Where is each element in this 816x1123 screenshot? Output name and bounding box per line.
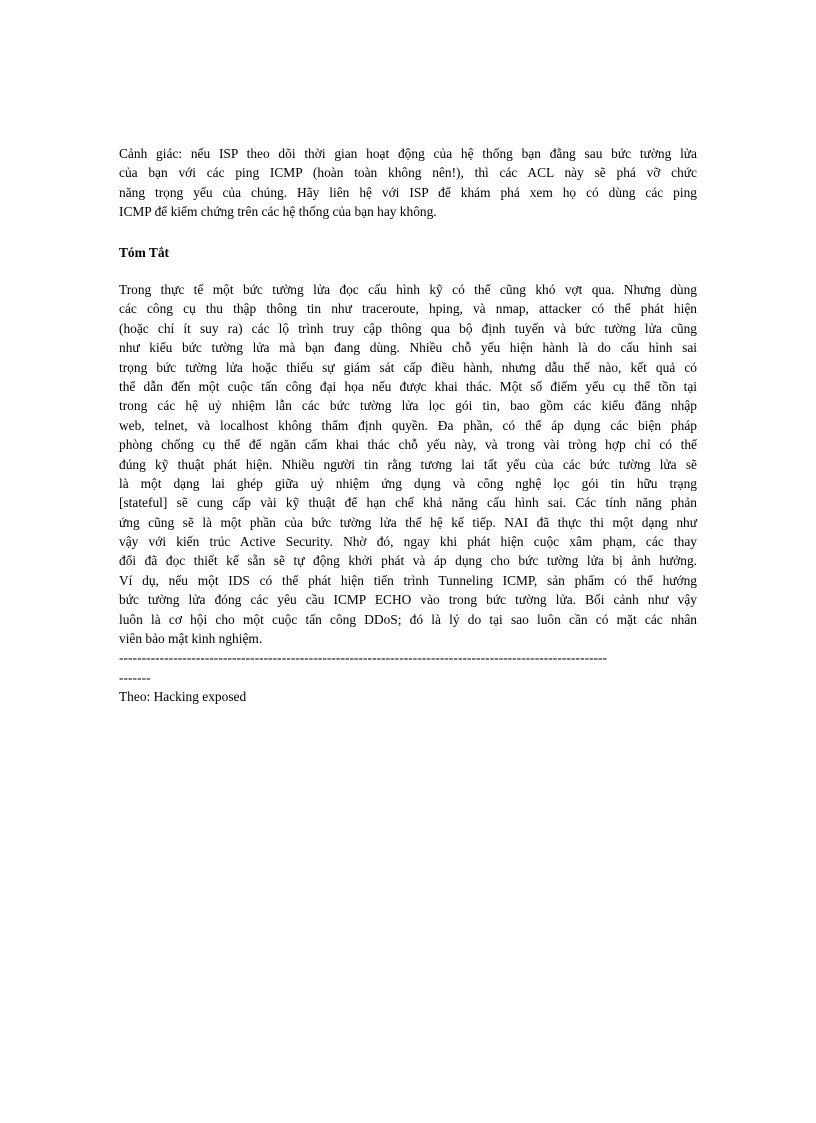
summary-line: [stateful] sẽ cung cấp vài kỹ thuật để hạn chế khả năng cấu hình sai. Các tính năng phản — [119, 495, 697, 511]
summary-line: đúng kỹ thuật phát hiện. Nhiều người tin rằng tương lai tất yếu của các bức tường lửa sẽ — [119, 456, 697, 472]
warning-line: năng trọng yếu của chúng. Hãy liên hệ với ISP để khám phá xem họ có dùng các ping — [119, 184, 697, 200]
summary-line: (hoặc chí ít suy ra) các lộ trình truy cập thông qua bộ định tuyến và bức tường lửa cũng — [119, 320, 697, 336]
summary-line: trong các hệ uỷ nhiệm lẫn các bức tường lửa lọc gói tin, bao gồm các kiểu đăng nhập — [119, 398, 697, 414]
summary-line: viên bảo mật kinh nghiệm. — [119, 631, 263, 647]
summary-line: ứng cũng sẽ là một phần của bức tường lửa thế hệ kế tiếp. NAI đã thực thi một dạng như — [119, 514, 697, 530]
summary-line: là một dạng lai ghép giữa uỷ nhiệm ứng dụng và công nghệ lọc gói tin hữu trạng — [119, 475, 697, 491]
warning-line: Cảnh giác: nếu ISP theo dõi thời gian hoạt động của hệ thống bạn đằng sau bức tường lửa — [119, 146, 697, 161]
summary-line: Trong thực tế một bức tường lửa đọc cấu hình kỹ có thể cũng khó vợt qua. Nhưng dùng — [119, 282, 697, 297]
summary-line: phòng chống cụ thể để ngăn cấm khai thác chỗ yếu này, và trong vài tròng hợp chỉ có thể — [119, 437, 697, 453]
summary-line: Ví dụ, nếu một IDS có thể phát hiện tiến trình Tunneling ICMP, sản phẩm có thể hướng — [119, 572, 697, 588]
summary-line: luôn là cơ hội cho một cuộc tấn công DDoS; đó là lý do tại sao luôn cần có mặt các nhân — [119, 611, 697, 627]
separator-line: ------- — [119, 669, 151, 685]
summary-line: web, telnet, và localhost không thẩm định quyền. Đa phần, có thể áp dụng các biện pháp — [119, 417, 697, 433]
source-credit: Theo: Hacking exposed — [119, 689, 247, 705]
summary-heading: Tóm Tắt — [119, 245, 169, 260]
summary-line: các công cụ thu thập thông tin như traceroute, hping, và nmap, attacker có thể phát hiện — [119, 301, 697, 317]
warning-paragraph — [119, 144, 697, 222]
warning-line: ICMP để kiểm chứng trên các hệ thống của bạn hay không. — [119, 204, 437, 220]
separator-line: ------------------------------------------------------------------------------------------------------------ — [119, 650, 608, 666]
summary-line: thể dẫn đến một cuộc tấn công đại họa nếu được khai thác. Một số điểm yếu cụ thể tồn tại — [119, 378, 697, 394]
summary-line: vậy với kiến trúc Active Security. Nhờ đó, ngay khi phát hiện cuộc xâm phạm, các thay — [119, 534, 697, 550]
summary-line: bức tường lửa đóng các yêu cầu ICMP ECHO vào trong bức tường lửa. Bối cảnh như vậy — [119, 592, 697, 608]
summary-line: như kiểu bức tường lửa mà bạn đang dùng. Nhiều chỗ yếu hiện hành là do cấu hình sai — [119, 340, 697, 356]
summary-line: đổi đã đọc thiết kế sẵn sẽ tự động khởi phát và áp dụng cho bức tường lửa bị ảnh hưởng. — [119, 553, 697, 569]
warning-line: của bạn với các ping ICMP (hoàn toàn không nên!), thì các ACL này sẽ phá vỡ chức — [119, 165, 697, 181]
summary-heading-block — [119, 243, 697, 262]
summary-line: trọng bức tường lửa hoặc thiếu sự giám sát cấp điều hành, nhưng dẫu thế nào, kết quả có — [119, 359, 697, 375]
summary-paragraph — [119, 280, 697, 707]
